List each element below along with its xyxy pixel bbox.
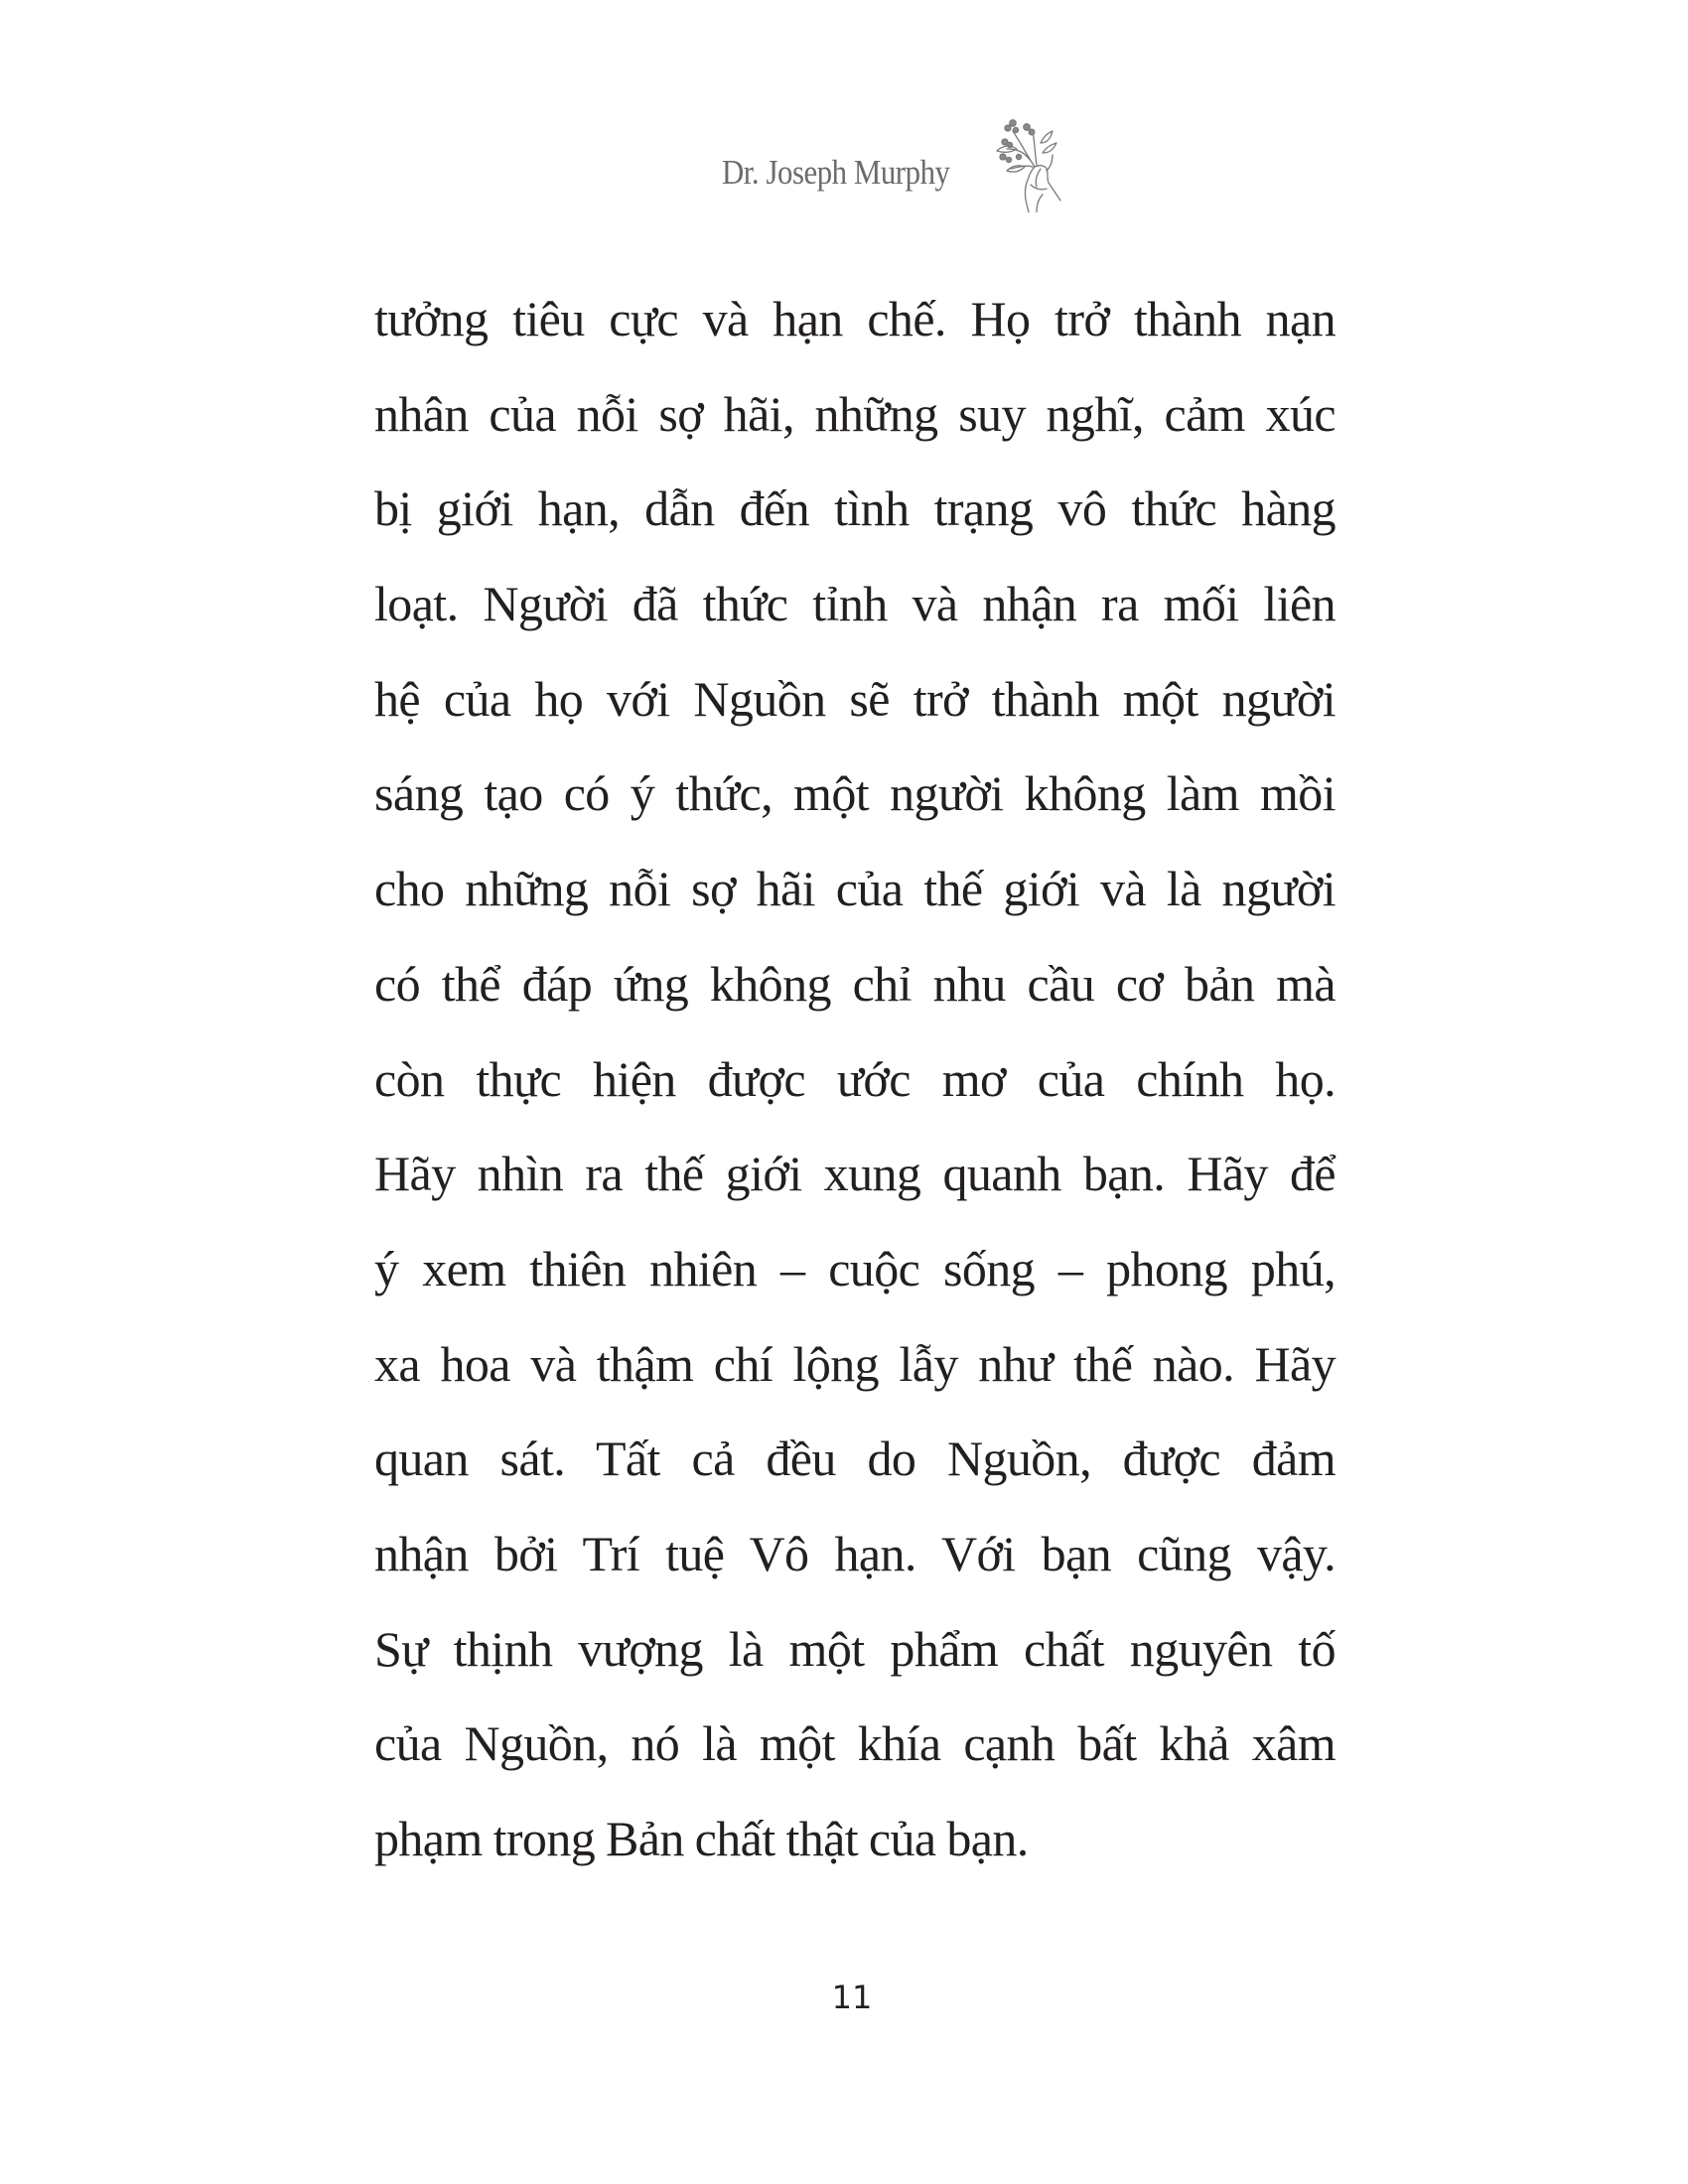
- page-number: 11: [831, 1979, 873, 2016]
- text-line: của Nguồn, nó là một khía cạnh bất khả xâm: [374, 1715, 1336, 1772]
- text-line: hệ của họ với Nguồn sẽ trở thành một người: [374, 670, 1336, 727]
- text-line: loạt. Người đã thức tỉnh và nhận ra mối liên: [374, 576, 1336, 632]
- text-line: tưởng tiêu cực và hạn chế. Họ trở thành nạn: [374, 291, 1336, 346]
- text-line: xa hoa và thậm chí lộng lẫy như thế nào. Hãy: [374, 1335, 1336, 1392]
- running-head: [695, 109, 981, 218]
- text-line: ý xem thiên nhiên – cuộc sống – phong phú,: [374, 1240, 1336, 1297]
- author-name: Dr. Joseph Murphy: [722, 153, 950, 192]
- text-line: bị giới hạn, dẫn đến tình trạng vô thức hàng: [374, 480, 1336, 537]
- text-line: còn thực hiện được ước mơ của chính họ.: [374, 1050, 1336, 1107]
- text-line: phạm trong Bản chất thật của bạn.: [374, 1811, 1029, 1866]
- text-line: cho những nỗi sợ hãi của thế giới và là người: [374, 861, 1336, 917]
- text-line: nhân của nỗi sợ hãi, những suy nghĩ, cảm xúc: [374, 385, 1336, 442]
- text-line: có thể đáp ứng không chỉ nhu cầu cơ bản mà: [374, 955, 1336, 1012]
- text-line: Hãy nhìn ra thế giới xung quanh bạn. Hãy để: [374, 1146, 1336, 1202]
- hand-holding-flowers-icon: [991, 109, 1062, 212]
- text-line: Sự thịnh vượng là một phẩm chất nguyên tố: [374, 1620, 1336, 1677]
- text-line: sáng tạo có ý thức, một người không làm mồi: [374, 765, 1336, 822]
- text-line: quan sát. Tất cả đều do Nguồn, được đảm: [374, 1431, 1336, 1487]
- body-paragraph: [374, 272, 1336, 1887]
- text-line: nhận bởi Trí tuệ Vô hạn. Với bạn cũng vậy.: [374, 1525, 1336, 1581]
